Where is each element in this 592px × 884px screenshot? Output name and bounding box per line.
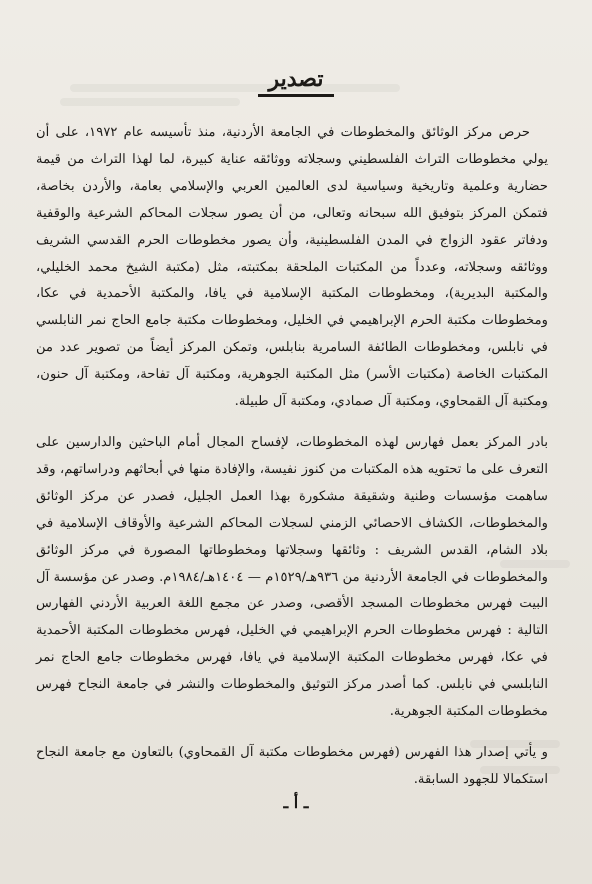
paragraph-catalogues: بادر المركز بعمل فهارس لهذه المخطوطات، لإفساح المجال أمام الباحثين والدارسين على التعرف على ما تحتويه هذه المكتبات من كنوز نفيسة، والإفادة منها في أبحاثهم ودراساتهم، وقد ساهمت مؤسسات وطنية وشقيقة مشكورة بهذا العمل الجليل، فصدر عن مركز الوثائق والمخطوطات، الكشاف الاحصائي الزمني لسجلات المحاكم الشرعية والأوقاف الإسلامية في بلاد الشام، القدس الشريف : وثائقها وسجلاتها ومخطوطاتها المصورة في مركز الوثائق والمخطوطات في الجامعة الأردنية من ٩٣٦هـ/١٥٢٩م — ١٤٠٤هـ/١٩٨٤م. وصدر عن مؤسسة آل البيت فهرس مخطوطات المسجد الأقصى، وصدر عن مجمع اللغة العربية الأردني الفهارس التالية : فهرس مخطوطات الحرم الإبراهيمي في الخليل، فهرس مخطوطات المكتبة الأحمدية في عكا، فهرس مخطوطات المكتبة الإسلامية في يافا، فهرس مخطوطات جامع الحاج نمر النابلسي في نابلس. كما أصدر مركز التوثيق والمخطوطات والنشر في جامعة النجاح فهرس مخطوطات المكتبة الجوهرية. <box>36 434 548 720</box>
paragraph-intro: حرص مركز الوثائق والمخطوطات في الجامعة الأردنية، منذ تأسيسه عام ١٩٧٢، على أن يولي مخطوطات التراث الفلسطيني وسجلاته ووثائقه عناية كبيرة، لما لهذا التراث من قيمة حضارية وعلمية وتاريخية وسياسية لدى العالمين العربي والإسلامي بعامة، والأردن بخاصة، فتمكن المركز بتوفيق الله سبحانه وتعالى، من أن يصور سجلات المحاكم الشرعية والوقفية ودفاتر عقود الزواج في المدن الفلسطينية، وأن يصور مخطوطات الحرم القدسي الشريف ووثائقه وسجلاته، وعدداً من المكتبات الملحقة بمكتبته، مثل (مكتبة الشيخ محمد الخليلي، والمكتبة البديرية)، ومخطوطات المكتبة الإسلامية في يافا، والمكتبة الأحمدية في عكا، ومخطوطات مكتبة الحرم الإبراهيمي في الخليل، ومخطوطات مكتبة جامع الحاج نمر النابلسي في نابلس، ومخطوطات الطائفة السامرية بنابلس، وتمكن المركز أيضاً من تصوير عدد من المكتبات الخاصة (مكتبات الأسر) مثل المكتبة الجوهرية، ومكتبة آل تفاحة، ومكتبة آل حنون، ومكتبة آل القمحاوي، ومكتبة آل صمادي، ومكتبة آل طبيلة. <box>36 125 548 410</box>
heading-container <box>0 66 592 97</box>
body-text <box>36 120 548 794</box>
paragraph-closing: و يأتي إصدار هذا الفهرس (فهرس مخطوطات مكتبة آل القمحاوي) بالتعاون مع جامعة النجاح استكمالا للجهود السابقة. <box>36 744 548 787</box>
page-number: ـ أ ـ <box>283 793 309 812</box>
page-heading: تصدير <box>258 66 333 97</box>
